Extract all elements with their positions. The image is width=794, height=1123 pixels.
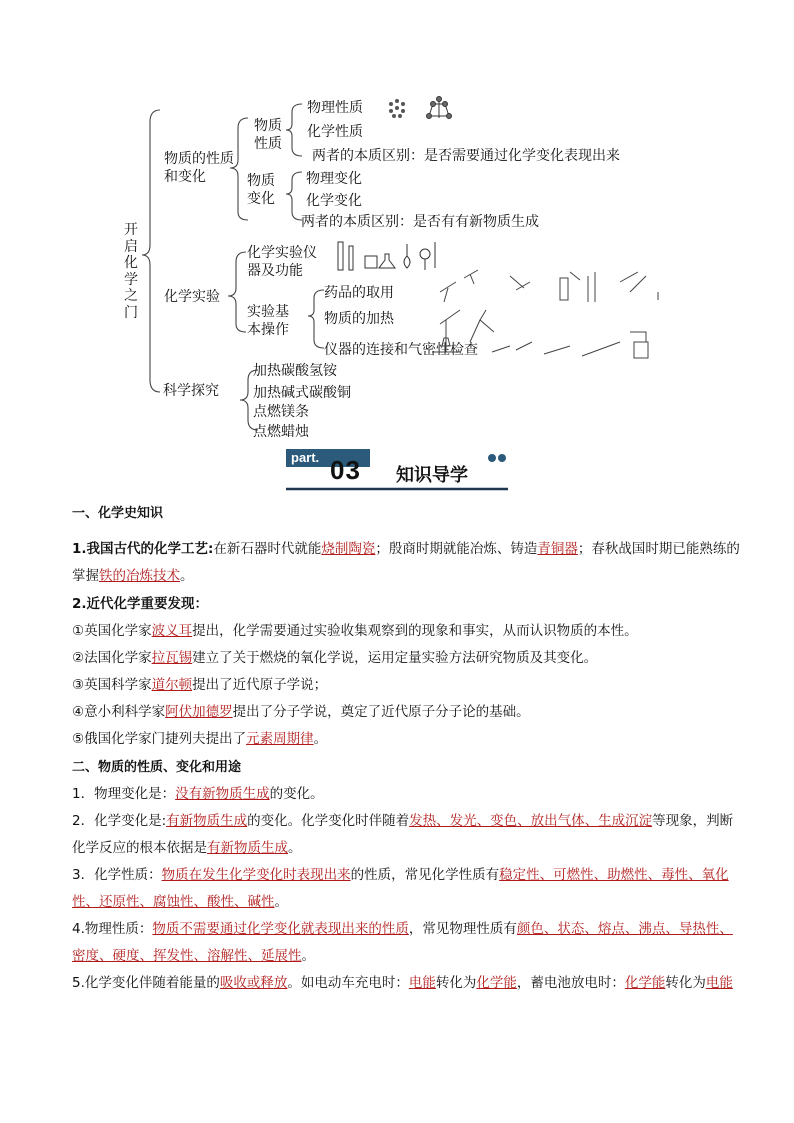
mindmap-exp-copper: 加热碱式碳酸铜 xyxy=(253,385,351,401)
answer-lavoisier: 拉瓦锡 xyxy=(151,650,193,666)
mindmap-chemical-property: 化学性质 xyxy=(307,124,363,140)
ancient-craft-lead: 1.我国古代的化学工艺: xyxy=(72,541,214,557)
text: 在新石器时代就能 xyxy=(213,541,322,557)
answer-bronze: 青铜器 xyxy=(537,541,578,557)
list-item xyxy=(72,862,742,916)
text: ，常见物理性质有 xyxy=(408,921,517,937)
text: 。 xyxy=(313,731,328,747)
mindmap-root: 开启化学之门 xyxy=(124,222,138,321)
text: 提出了分子学说，奠定了近代原子分子论的基础。 xyxy=(232,704,530,720)
banner-title: 知识导学 xyxy=(396,465,468,486)
text: 3．化学性质： xyxy=(72,867,162,883)
answer-periodic-law: 元素周期律 xyxy=(246,731,314,747)
text: 提出了近代原子学说； xyxy=(192,677,328,693)
text: 。如电动车充电时： xyxy=(287,975,409,991)
answer-avogadro: 阿伏加德罗 xyxy=(165,704,233,720)
section-two xyxy=(72,754,742,997)
list-item xyxy=(72,916,742,970)
mindmap-branch-inquiry: 科学探究 xyxy=(163,383,219,399)
mindmap-op-heat: 物质的加热 xyxy=(324,311,394,327)
mindmap-physical-property: 物理性质 xyxy=(307,100,363,116)
answer-energy: 吸收或释放 xyxy=(219,975,288,991)
text: 2．化学变化是: xyxy=(72,813,167,829)
text: ，蓄电池放电时： xyxy=(516,975,625,991)
text: 的性质，常见化学性质有 xyxy=(350,867,500,883)
paragraph-ancient-craft xyxy=(72,536,742,590)
answer-dalton: 道尔顿 xyxy=(151,677,193,693)
text: ③英国科学家 xyxy=(72,677,152,693)
answer-chemical-property: 物质在发生化学变化时表现出来 xyxy=(161,867,351,883)
mindmap-branch-properties-changes: 物质的性质和变化 xyxy=(164,151,234,185)
section-banner xyxy=(286,449,508,491)
text: 。 xyxy=(301,948,315,964)
answer-physical-change: 没有新物质生成 xyxy=(175,786,270,802)
text: ⑤俄国化学家门捷列夫提出了 xyxy=(72,731,247,747)
list-item xyxy=(72,699,742,726)
crystal-lattice-icon xyxy=(385,96,465,122)
text: 建立了关于燃烧的氧化学说，运用定量实验方法研究物质及其变化。 xyxy=(192,650,598,666)
text: ②法国化学家 xyxy=(72,650,152,666)
answer-iron: 铁的冶炼技术 xyxy=(99,568,180,584)
paragraph-modern-discoveries xyxy=(72,591,742,753)
answer-criterion: 有新物质生成 xyxy=(207,840,288,856)
mindmap-sub-properties: 物质性质 xyxy=(254,118,282,152)
list-item xyxy=(72,970,742,997)
list-item xyxy=(72,808,742,862)
mindmap-op-take: 药品的取用 xyxy=(324,285,394,301)
mindmap-instruments: 化学实验仪器及功能 xyxy=(247,245,317,279)
text: 等现象，判断化学反应的根本依据是 xyxy=(72,813,734,856)
mindmap-exp-candle: 点燃蜡烛 xyxy=(253,424,309,440)
answer-chemical-change: 有新物质生成 xyxy=(166,813,248,829)
text: ④意小利科学家 xyxy=(72,704,166,720)
text: 1．物理变化是： xyxy=(72,786,176,802)
answer-chemical-property-list: 稳定性、可燃性、助燃性、毒性、氧化性、还原性、腐蚀性、酸性、碱性 xyxy=(72,867,729,910)
mindmap-op-connect: 仪器的连接和气密性检查 xyxy=(324,342,478,358)
answer-phenomena: 发热、发光、变色、放出气体、生成沉淀 xyxy=(409,813,653,829)
text: 4.物理性质： xyxy=(72,921,153,937)
answer-boyle: 波义耳 xyxy=(151,623,193,639)
mindmap-physical-change: 物理变化 xyxy=(306,171,362,187)
list-item xyxy=(72,781,742,808)
answer-electric-energy: 电能 xyxy=(408,975,436,991)
lab-operation-icons xyxy=(420,262,670,370)
section-one xyxy=(72,500,742,527)
text: 的变化。化学变化时伴随着 xyxy=(247,813,410,829)
list-item xyxy=(72,618,742,645)
text: ①英国化学家 xyxy=(72,623,152,639)
text: 。 xyxy=(274,894,288,910)
section-one-title: 一、化学史知识 xyxy=(72,506,164,521)
list-item xyxy=(72,726,742,753)
text: 5.化学变化伴随着能量的 xyxy=(72,975,220,991)
text: ；春秋战国时期已能熟练的掌握 xyxy=(72,541,740,584)
text: 转化为 xyxy=(665,975,706,991)
text: 提出，化学需要通过实验收集观察到的现象和事实，从而认识物质的本性。 xyxy=(192,623,638,639)
mindmap-exp-magnesium: 点燃镁条 xyxy=(253,404,309,420)
mindmap-change-difference: 两者的本质区别：是否有有新物质生成 xyxy=(301,214,539,230)
mindmap-chemical-change: 化学变化 xyxy=(306,193,362,209)
text: 的变化。 xyxy=(269,786,324,802)
text: 。 xyxy=(288,840,302,856)
text: ；殷商时期就能冶炼、铸造 xyxy=(375,541,538,557)
answer-chemical-energy-2: 化学能 xyxy=(624,975,666,991)
text: 转化为 xyxy=(435,975,477,991)
text: 。 xyxy=(180,568,194,584)
banner-part-label: part. xyxy=(291,450,320,465)
banner-number: 03 xyxy=(330,455,361,485)
list-item xyxy=(72,672,742,699)
mindmap-exp-ammonium: 加热碳酸氢铵 xyxy=(253,363,337,379)
answer-electric-energy-2: 电能 xyxy=(705,975,733,991)
list-item xyxy=(72,645,742,672)
mindmap-basic-operations: 实验基本操作 xyxy=(247,304,289,338)
answer-physical-property: 物质不需要通过化学变化就表现出来的性质 xyxy=(152,921,409,937)
mindmap-property-difference: 两者的本质区别：是否需要通过化学变化表现出来 xyxy=(312,148,620,164)
modern-discoveries-lead: 2.近代化学重要发现： xyxy=(72,596,209,612)
answer-chemical-energy: 化学能 xyxy=(476,975,517,991)
answer-physical-property-list: 颜色、状态、熔点、沸点、导热性、密度、硬度、挥发性、溶解性、延展性 xyxy=(72,921,733,964)
mindmap-branch-experiments: 化学实验 xyxy=(164,289,220,305)
section-two-title: 二、物质的性质、变化和用途 xyxy=(72,760,242,775)
answer-pottery: 烧制陶瓷 xyxy=(321,541,376,557)
mindmap-sub-changes: 物质变化 xyxy=(247,173,275,207)
